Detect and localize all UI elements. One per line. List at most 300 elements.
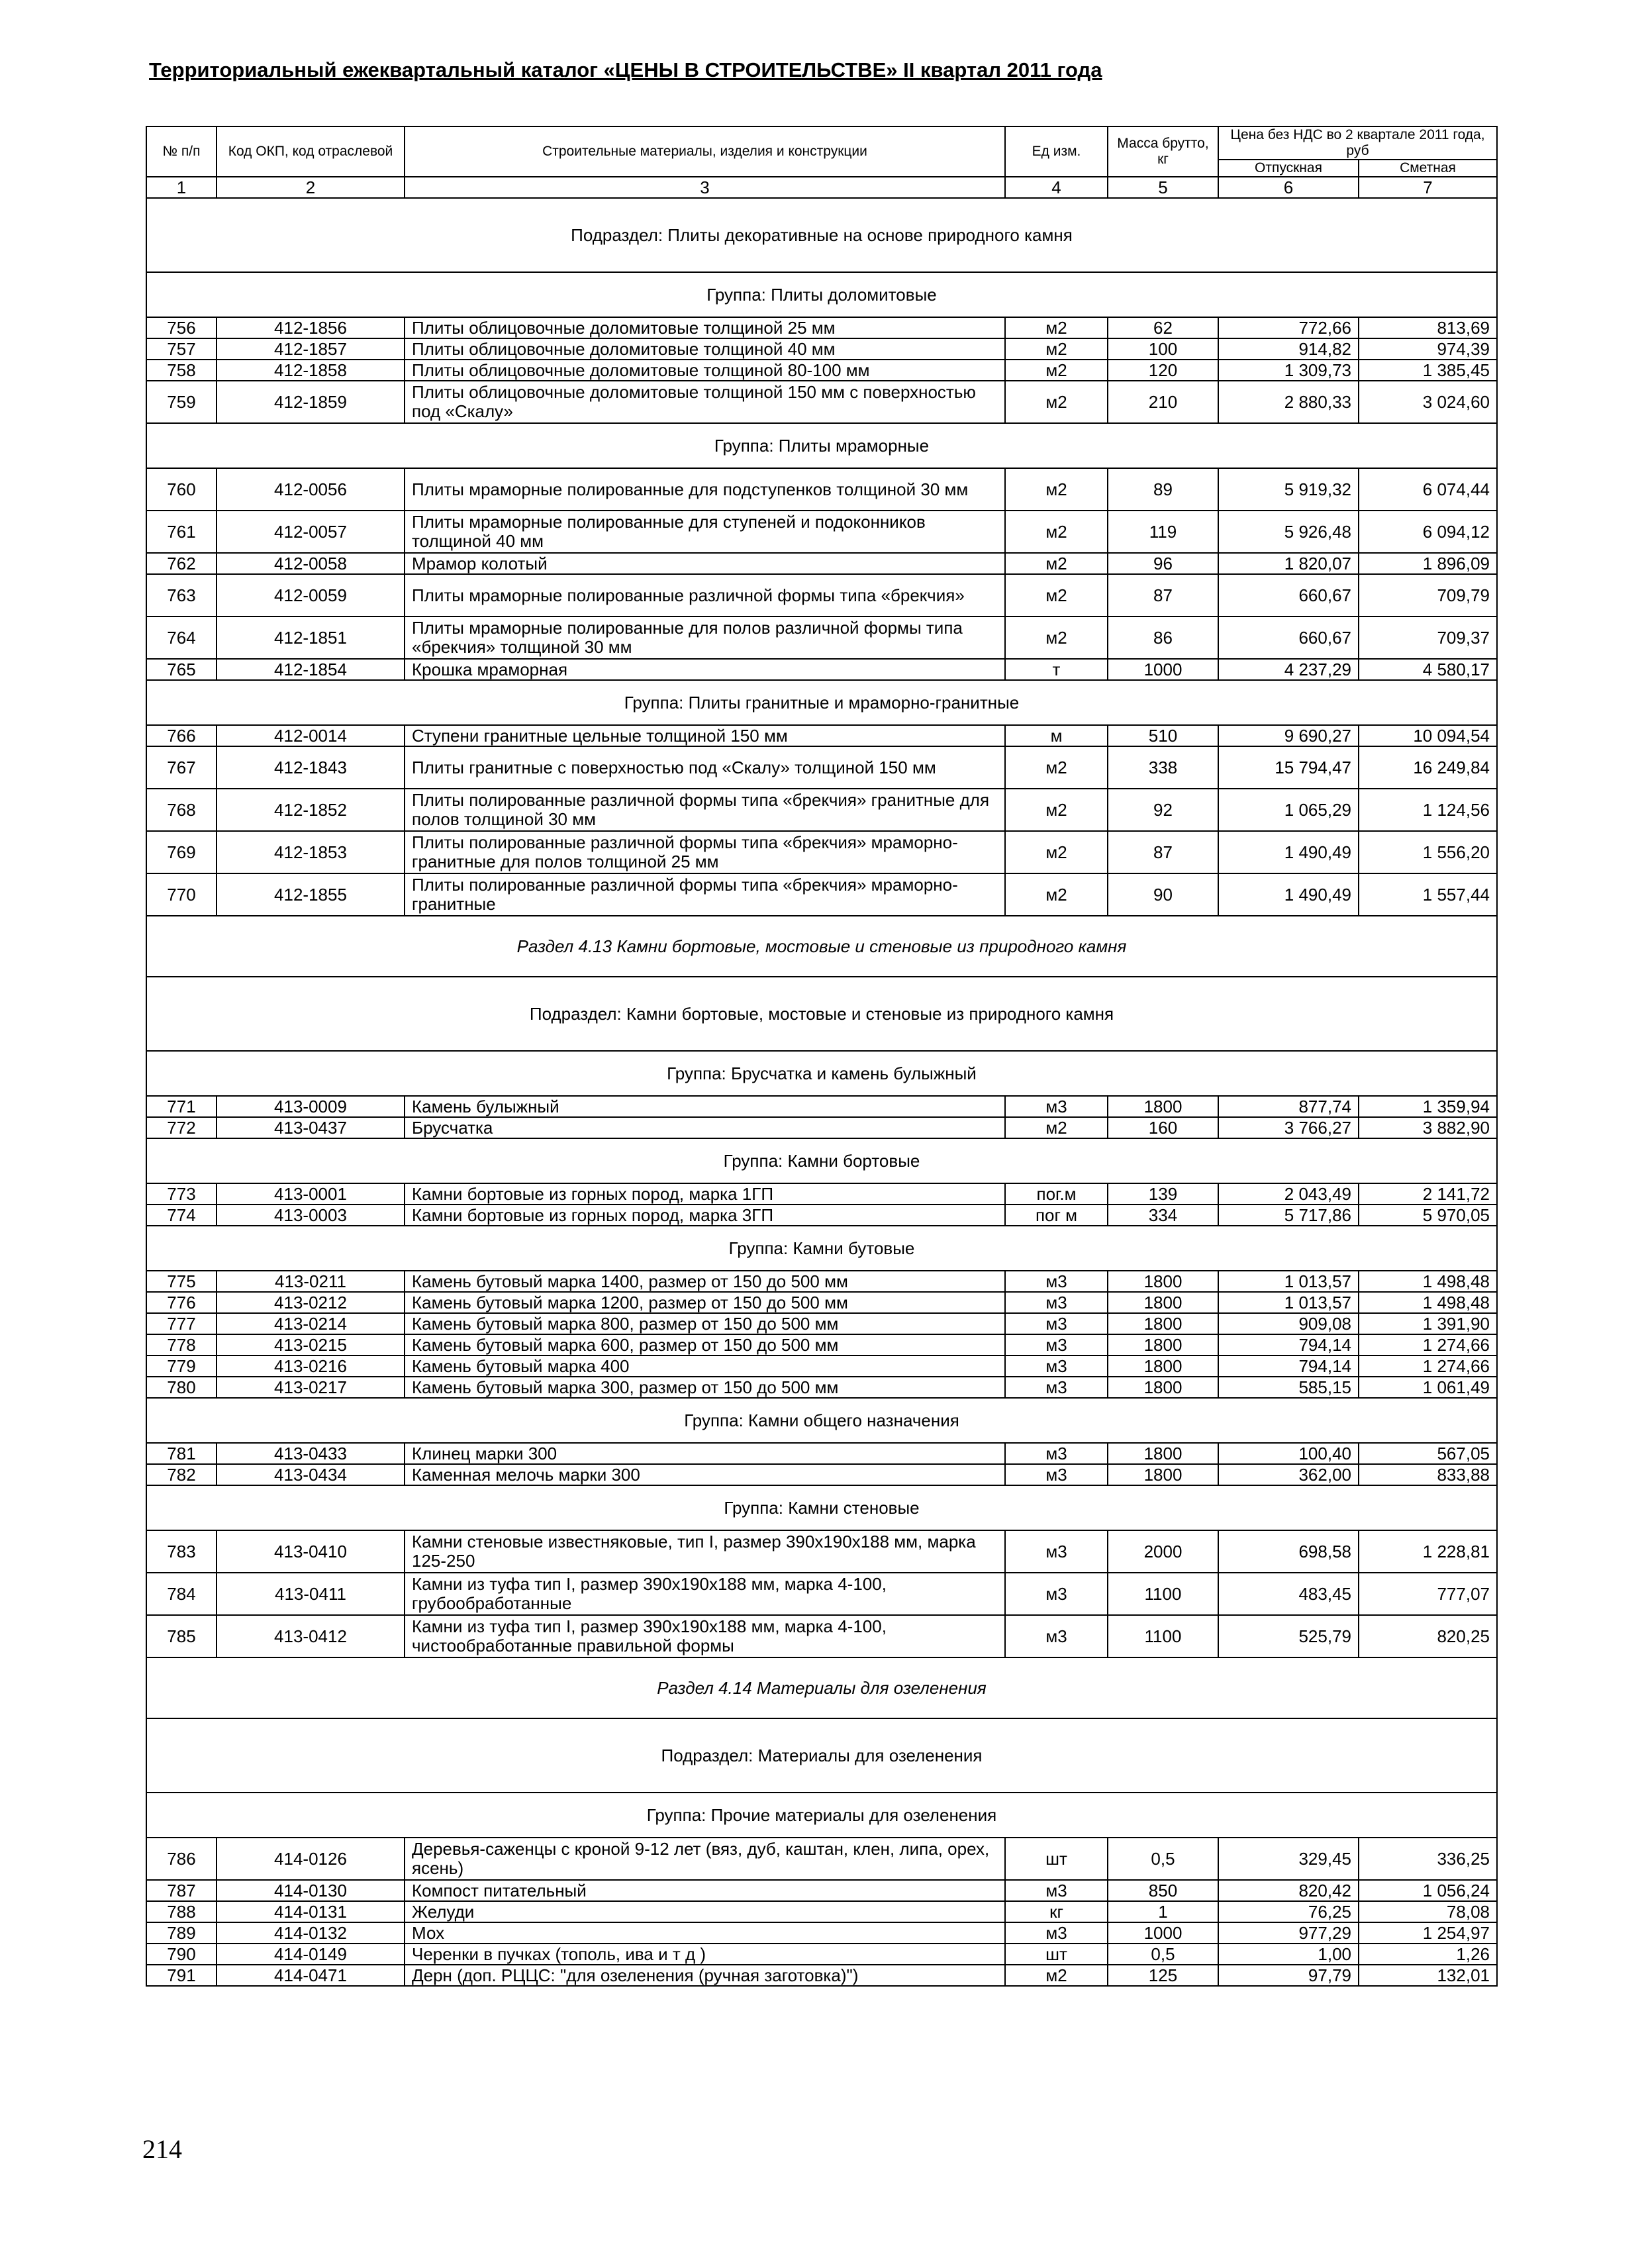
col-number: 6 [1218, 177, 1359, 198]
row-estimate-price: 1 896,09 [1359, 553, 1497, 574]
table-row [146, 1096, 1497, 1117]
row-unit: м2 [1005, 789, 1108, 831]
table-row [146, 1530, 1497, 1573]
row-number: 756 [146, 317, 217, 338]
row-estimate-price: 2 141,72 [1359, 1183, 1497, 1205]
row-unit: м2 [1005, 381, 1108, 423]
row-release-price: 794,14 [1218, 1334, 1359, 1356]
group-heading: Группа: Камни стеновые [146, 1485, 1497, 1530]
row-mass: 1 [1108, 1901, 1218, 1922]
row-mass: 510 [1108, 725, 1218, 746]
row-unit: м [1005, 725, 1108, 746]
row-number: 775 [146, 1271, 217, 1292]
row-name: Плиты облицовочные доломитовые толщиной 80-100 мм [405, 360, 1005, 381]
row-estimate-price: 1 557,44 [1359, 873, 1497, 916]
col-number: 3 [405, 177, 1005, 198]
row-code: 414-0126 [217, 1838, 405, 1880]
row-number: 772 [146, 1117, 217, 1138]
row-code: 413-0434 [217, 1464, 405, 1485]
row-code: 412-1852 [217, 789, 405, 831]
row-number: 758 [146, 360, 217, 381]
row-unit: пог.м [1005, 1183, 1108, 1205]
row-estimate-price: 1 274,66 [1359, 1356, 1497, 1377]
row-estimate-price: 1 391,90 [1359, 1313, 1497, 1334]
row-unit: м3 [1005, 1377, 1108, 1398]
row-name: Камни бортовые из горных пород, марка 3ГП [405, 1205, 1005, 1226]
subsection-heading: Подраздел: Материалы для озеленения [146, 1718, 1497, 1793]
row-code: 412-0059 [217, 574, 405, 616]
row-mass: 160 [1108, 1117, 1218, 1138]
row-name: Плиты мраморные полированные различной формы типа «брекчия» [405, 574, 1005, 616]
row-name: Клинец марки 300 [405, 1443, 1005, 1464]
row-number: 764 [146, 616, 217, 659]
table-row [146, 1922, 1497, 1944]
row-estimate-price: 132,01 [1359, 1965, 1497, 1986]
row-code: 414-0132 [217, 1922, 405, 1944]
row-unit: м3 [1005, 1615, 1108, 1657]
group-heading-row [146, 1138, 1497, 1183]
row-estimate-price: 6 094,12 [1359, 511, 1497, 553]
row-release-price: 525,79 [1218, 1615, 1359, 1657]
row-unit: кг [1005, 1901, 1108, 1922]
page-number: 214 [142, 2134, 182, 2164]
row-mass: 90 [1108, 873, 1218, 916]
table-row [146, 1965, 1497, 1986]
table-row [146, 1292, 1497, 1313]
row-code: 412-0014 [217, 725, 405, 746]
row-number: 773 [146, 1183, 217, 1205]
row-mass: 86 [1108, 616, 1218, 659]
row-name: Плиты полированные различной формы типа «брекчия» гранитные для полов толщиной 30 мм [405, 789, 1005, 831]
row-unit: м3 [1005, 1334, 1108, 1356]
row-mass: 210 [1108, 381, 1218, 423]
col-number: 1 [146, 177, 217, 198]
row-name: Камень бутовый марка 600, размер от 150 до 500 мм [405, 1334, 1005, 1356]
group-heading-row [146, 1398, 1497, 1443]
row-number: 791 [146, 1965, 217, 1986]
row-number: 763 [146, 574, 217, 616]
subsection-heading-row [146, 1718, 1497, 1793]
row-estimate-price: 3 024,60 [1359, 381, 1497, 423]
row-mass: 0,5 [1108, 1838, 1218, 1880]
col-number: 2 [217, 177, 405, 198]
row-name: Каменная мелочь марки 300 [405, 1464, 1005, 1485]
row-name: Брусчатка [405, 1117, 1005, 1138]
row-unit: м2 [1005, 468, 1108, 511]
row-mass: 125 [1108, 1965, 1218, 1986]
row-mass: 100 [1108, 338, 1218, 360]
row-code: 412-1858 [217, 360, 405, 381]
row-mass: 62 [1108, 317, 1218, 338]
group-heading: Группа: Плиты гранитные и мраморно-гранитные [146, 680, 1497, 725]
row-release-price: 9 690,27 [1218, 725, 1359, 746]
table-row [146, 360, 1497, 381]
row-name: Плиты гранитные с поверхностью под «Скалу» толщиной 150 мм [405, 746, 1005, 789]
row-release-price: 5 926,48 [1218, 511, 1359, 553]
row-unit: м2 [1005, 360, 1108, 381]
row-release-price: 914,82 [1218, 338, 1359, 360]
row-number: 777 [146, 1313, 217, 1334]
row-estimate-price: 567,05 [1359, 1443, 1497, 1464]
subsection-heading: Подраздел: Камни бортовые, мостовые и стеновые из природного камня [146, 977, 1497, 1051]
table-row [146, 1334, 1497, 1356]
row-release-price: 794,14 [1218, 1356, 1359, 1377]
price-table [146, 126, 1498, 1987]
section-heading-row [146, 916, 1497, 977]
row-unit: м2 [1005, 338, 1108, 360]
row-name: Камни стеновые известняковые, тип I, размер 390х190х188 мм, марка 125-250 [405, 1530, 1005, 1573]
row-code: 412-1854 [217, 659, 405, 680]
row-release-price: 1 013,57 [1218, 1271, 1359, 1292]
col-code-header: Код ОКП, код отраслевой [217, 126, 405, 177]
row-name: Камень бутовый марка 1200, размер от 150 до 500 мм [405, 1292, 1005, 1313]
row-estimate-price: 709,79 [1359, 574, 1497, 616]
row-number: 769 [146, 831, 217, 873]
row-estimate-price: 1 359,94 [1359, 1096, 1497, 1117]
row-release-price: 1 309,73 [1218, 360, 1359, 381]
row-number: 789 [146, 1922, 217, 1944]
table-row [146, 317, 1497, 338]
group-heading: Группа: Камни бутовые [146, 1226, 1497, 1271]
row-estimate-price: 5 970,05 [1359, 1205, 1497, 1226]
row-code: 413-0212 [217, 1292, 405, 1313]
row-mass: 89 [1108, 468, 1218, 511]
table-row [146, 789, 1497, 831]
row-name: Крошка мраморная [405, 659, 1005, 680]
row-estimate-price: 1 228,81 [1359, 1530, 1497, 1573]
row-name: Ступени гранитные цельные толщиной 150 мм [405, 725, 1005, 746]
row-estimate-price: 336,25 [1359, 1838, 1497, 1880]
row-mass: 1800 [1108, 1292, 1218, 1313]
row-number: 781 [146, 1443, 217, 1464]
row-number: 778 [146, 1334, 217, 1356]
row-code: 412-1857 [217, 338, 405, 360]
row-unit: м3 [1005, 1443, 1108, 1464]
row-mass: 87 [1108, 831, 1218, 873]
table-row [146, 1944, 1497, 1965]
row-estimate-price: 1 498,48 [1359, 1271, 1497, 1292]
section-heading: Раздел 4.13 Камни бортовые, мостовые и стеновые из природного камня [146, 916, 1497, 977]
row-release-price: 3 766,27 [1218, 1117, 1359, 1138]
row-name: Мох [405, 1922, 1005, 1944]
row-number: 788 [146, 1901, 217, 1922]
group-heading-row [146, 1051, 1497, 1096]
row-name: Плиты мраморные полированные для подступенков толщиной 30 мм [405, 468, 1005, 511]
row-name: Плиты облицовочные доломитовые толщиной 40 мм [405, 338, 1005, 360]
row-code: 412-1859 [217, 381, 405, 423]
row-code: 412-1855 [217, 873, 405, 916]
row-mass: 120 [1108, 360, 1218, 381]
row-mass: 2000 [1108, 1530, 1218, 1573]
row-release-price: 76,25 [1218, 1901, 1359, 1922]
row-mass: 87 [1108, 574, 1218, 616]
row-release-price: 772,66 [1218, 317, 1359, 338]
row-name: Камень бутовый марка 300, размер от 150 до 500 мм [405, 1377, 1005, 1398]
row-unit: м3 [1005, 1096, 1108, 1117]
row-code: 414-0130 [217, 1880, 405, 1901]
row-number: 787 [146, 1880, 217, 1901]
group-heading-row [146, 1226, 1497, 1271]
col-name-header: Строительные материалы, изделия и конструкции [405, 126, 1005, 177]
row-release-price: 1 820,07 [1218, 553, 1359, 574]
row-estimate-price: 1 498,48 [1359, 1292, 1497, 1313]
row-name: Плиты облицовочные доломитовые толщиной 25 мм [405, 317, 1005, 338]
row-release-price: 660,67 [1218, 616, 1359, 659]
group-heading-row [146, 1485, 1497, 1530]
row-estimate-price: 1 385,45 [1359, 360, 1497, 381]
group-heading: Группа: Прочие материалы для озеленения [146, 1793, 1497, 1838]
group-heading: Группа: Камни бортовые [146, 1138, 1497, 1183]
row-unit: м2 [1005, 511, 1108, 553]
row-name: Камни бортовые из горных пород, марка 1ГП [405, 1183, 1005, 1205]
row-number: 784 [146, 1573, 217, 1615]
row-name: Камни из туфа тип I, размер 390х190х188 мм, марка 4-100, грубообработанные [405, 1573, 1005, 1615]
table-row [146, 1880, 1497, 1901]
row-name: Черенки в пучках (тополь, ива и т д ) [405, 1944, 1005, 1965]
row-unit: м3 [1005, 1530, 1108, 1573]
row-estimate-price: 833,88 [1359, 1464, 1497, 1485]
row-unit: м2 [1005, 1117, 1108, 1138]
row-release-price: 5 919,32 [1218, 468, 1359, 511]
row-code: 412-1853 [217, 831, 405, 873]
row-mass: 139 [1108, 1183, 1218, 1205]
table-row [146, 1377, 1497, 1398]
row-release-price: 483,45 [1218, 1573, 1359, 1615]
row-release-price: 1 065,29 [1218, 789, 1359, 831]
group-heading-row [146, 1793, 1497, 1838]
row-estimate-price: 78,08 [1359, 1901, 1497, 1922]
row-estimate-price: 1 254,97 [1359, 1922, 1497, 1944]
row-estimate-price: 1 061,49 [1359, 1377, 1497, 1398]
col-release-price-header: Отпускная [1218, 160, 1359, 177]
row-estimate-price: 820,25 [1359, 1615, 1497, 1657]
row-unit: м3 [1005, 1271, 1108, 1292]
row-code: 412-1856 [217, 317, 405, 338]
group-heading-row [146, 272, 1497, 317]
row-release-price: 4 237,29 [1218, 659, 1359, 680]
row-release-price: 362,00 [1218, 1464, 1359, 1485]
row-code: 413-0001 [217, 1183, 405, 1205]
row-estimate-price: 1 556,20 [1359, 831, 1497, 873]
row-mass: 119 [1108, 511, 1218, 553]
table-row [146, 1573, 1497, 1615]
row-release-price: 100,40 [1218, 1443, 1359, 1464]
table-row [146, 725, 1497, 746]
subsection-heading: Подраздел: Плиты декоративные на основе природного камня [146, 198, 1497, 272]
group-heading: Группа: Плиты мраморные [146, 423, 1497, 468]
subsection-heading-row [146, 977, 1497, 1051]
row-name: Мрамор колотый [405, 553, 1005, 574]
row-name: Камень бутовый марка 1400, размер от 150 до 500 мм [405, 1271, 1005, 1292]
row-estimate-price: 6 074,44 [1359, 468, 1497, 511]
row-code: 412-0057 [217, 511, 405, 553]
row-name: Дерн (доп. РЦЦС: "для озеленения (ручная заготовка)") [405, 1965, 1005, 1986]
table-row [146, 574, 1497, 616]
row-code: 413-0433 [217, 1443, 405, 1464]
row-release-price: 909,08 [1218, 1313, 1359, 1334]
col-mass-header: Масса брутто, кг [1108, 126, 1218, 177]
row-estimate-price: 1 274,66 [1359, 1334, 1497, 1356]
row-mass: 1000 [1108, 659, 1218, 680]
row-release-price: 329,45 [1218, 1838, 1359, 1880]
row-estimate-price: 3 882,90 [1359, 1117, 1497, 1138]
column-number-row [146, 177, 1497, 198]
table-row [146, 831, 1497, 873]
table-row [146, 1464, 1497, 1485]
col-unit-header: Ед изм. [1005, 126, 1108, 177]
row-estimate-price: 974,39 [1359, 338, 1497, 360]
row-unit: м3 [1005, 1292, 1108, 1313]
row-number: 768 [146, 789, 217, 831]
table-row [146, 1117, 1497, 1138]
row-unit: м3 [1005, 1356, 1108, 1377]
section-heading-row [146, 1657, 1497, 1718]
col-num-header: № п/п [146, 126, 217, 177]
row-number: 771 [146, 1096, 217, 1117]
row-number: 779 [146, 1356, 217, 1377]
row-name: Плиты полированные различной формы типа «брекчия» мраморно-гранитные [405, 873, 1005, 916]
table-row [146, 1183, 1497, 1205]
table-row [146, 468, 1497, 511]
row-estimate-price: 813,69 [1359, 317, 1497, 338]
row-code: 412-1843 [217, 746, 405, 789]
row-name: Плиты мраморные полированные для полов различной формы типа «брекчия» толщиной 30 мм [405, 616, 1005, 659]
row-mass: 1000 [1108, 1922, 1218, 1944]
row-unit: пог м [1005, 1205, 1108, 1226]
row-code: 413-0216 [217, 1356, 405, 1377]
row-release-price: 585,15 [1218, 1377, 1359, 1398]
table-row [146, 553, 1497, 574]
row-code: 413-0437 [217, 1117, 405, 1138]
row-unit: м2 [1005, 574, 1108, 616]
row-unit: м3 [1005, 1464, 1108, 1485]
row-code: 413-0411 [217, 1573, 405, 1615]
row-mass: 1800 [1108, 1271, 1218, 1292]
row-number: 774 [146, 1205, 217, 1226]
row-unit: м2 [1005, 1965, 1108, 1986]
row-number: 761 [146, 511, 217, 553]
row-unit: м3 [1005, 1880, 1108, 1901]
row-number: 783 [146, 1530, 217, 1573]
row-number: 785 [146, 1615, 217, 1657]
row-release-price: 1 490,49 [1218, 873, 1359, 916]
row-unit: м3 [1005, 1313, 1108, 1334]
row-release-price: 820,42 [1218, 1880, 1359, 1901]
group-heading: Группа: Камни общего назначения [146, 1398, 1497, 1443]
row-number: 780 [146, 1377, 217, 1398]
row-number: 790 [146, 1944, 217, 1965]
row-code: 413-0410 [217, 1530, 405, 1573]
row-code: 412-0058 [217, 553, 405, 574]
row-unit: м2 [1005, 746, 1108, 789]
row-name: Желуди [405, 1901, 1005, 1922]
table-row [146, 616, 1497, 659]
row-mass: 1800 [1108, 1356, 1218, 1377]
row-estimate-price: 709,37 [1359, 616, 1497, 659]
table-row [146, 1356, 1497, 1377]
row-unit: м2 [1005, 616, 1108, 659]
row-name: Камень бутовый марка 800, размер от 150 до 500 мм [405, 1313, 1005, 1334]
row-number: 762 [146, 553, 217, 574]
section-heading: Раздел 4.14 Материалы для озеленения [146, 1657, 1497, 1718]
row-name: Камни из туфа тип I, размер 390х190х188 мм, марка 4-100, чистообработанные правильной формы [405, 1615, 1005, 1657]
table-row [146, 659, 1497, 680]
row-code: 412-1851 [217, 616, 405, 659]
row-number: 786 [146, 1838, 217, 1880]
row-release-price: 97,79 [1218, 1965, 1359, 1986]
table-row [146, 1615, 1497, 1657]
row-mass: 1800 [1108, 1096, 1218, 1117]
row-code: 413-0009 [217, 1096, 405, 1117]
row-name: Плиты полированные различной формы типа «брекчия» мраморно-гранитные для полов толщиной 25 мм [405, 831, 1005, 873]
row-mass: 92 [1108, 789, 1218, 831]
page-header: Территориальный ежеквартальный каталог «ЦЕНЫ В СТРОИТЕЛЬСТВЕ» II квартал 2011 года [149, 58, 1102, 81]
row-mass: 1800 [1108, 1464, 1218, 1485]
row-code: 413-0412 [217, 1615, 405, 1657]
row-unit: м3 [1005, 1573, 1108, 1615]
row-mass: 1100 [1108, 1615, 1218, 1657]
table-row [146, 1901, 1497, 1922]
row-number: 782 [146, 1464, 217, 1485]
row-mass: 1800 [1108, 1377, 1218, 1398]
row-name: Плиты мраморные полированные для ступеней и подоконников толщиной 40 мм [405, 511, 1005, 553]
row-mass: 1800 [1108, 1313, 1218, 1334]
table-row [146, 381, 1497, 423]
row-unit: шт [1005, 1838, 1108, 1880]
table-row [146, 746, 1497, 789]
row-estimate-price: 1,26 [1359, 1944, 1497, 1965]
subsection-heading-row [146, 198, 1497, 272]
col-price-header: Цена без НДС во 2 квартале 2011 года, руб [1218, 126, 1497, 160]
row-release-price: 1,00 [1218, 1944, 1359, 1965]
col-number: 5 [1108, 177, 1218, 198]
col-number: 4 [1005, 177, 1108, 198]
row-mass: 1800 [1108, 1334, 1218, 1356]
col-estimate-price-header: Сметная [1359, 160, 1497, 177]
row-estimate-price: 10 094,54 [1359, 725, 1497, 746]
row-unit: м2 [1005, 831, 1108, 873]
price-table-body [146, 198, 1497, 1986]
row-name: Компост питательный [405, 1880, 1005, 1901]
row-number: 760 [146, 468, 217, 511]
row-code: 413-0215 [217, 1334, 405, 1356]
row-release-price: 660,67 [1218, 574, 1359, 616]
row-name: Плиты облицовочные доломитовые толщиной 150 мм с поверхностью под «Скалу» [405, 381, 1005, 423]
row-estimate-price: 16 249,84 [1359, 746, 1497, 789]
row-unit: шт [1005, 1944, 1108, 1965]
row-unit: м2 [1005, 553, 1108, 574]
table-row [146, 511, 1497, 553]
table-row [146, 1205, 1497, 1226]
row-mass: 338 [1108, 746, 1218, 789]
row-unit: т [1005, 659, 1108, 680]
table-row [146, 338, 1497, 360]
table-row [146, 1271, 1497, 1292]
row-release-price: 5 717,86 [1218, 1205, 1359, 1226]
row-code: 413-0003 [217, 1205, 405, 1226]
group-heading-row [146, 423, 1497, 468]
row-release-price: 2 880,33 [1218, 381, 1359, 423]
row-estimate-price: 1 056,24 [1359, 1880, 1497, 1901]
row-mass: 850 [1108, 1880, 1218, 1901]
row-code: 413-0217 [217, 1377, 405, 1398]
table-row [146, 1313, 1497, 1334]
row-release-price: 2 043,49 [1218, 1183, 1359, 1205]
row-unit: м2 [1005, 317, 1108, 338]
row-mass: 0,5 [1108, 1944, 1218, 1965]
table-row [146, 873, 1497, 916]
row-name: Деревья-саженцы с кроной 9-12 лет (вяз, дуб, каштан, клен, липа, орех, ясень) [405, 1838, 1005, 1880]
